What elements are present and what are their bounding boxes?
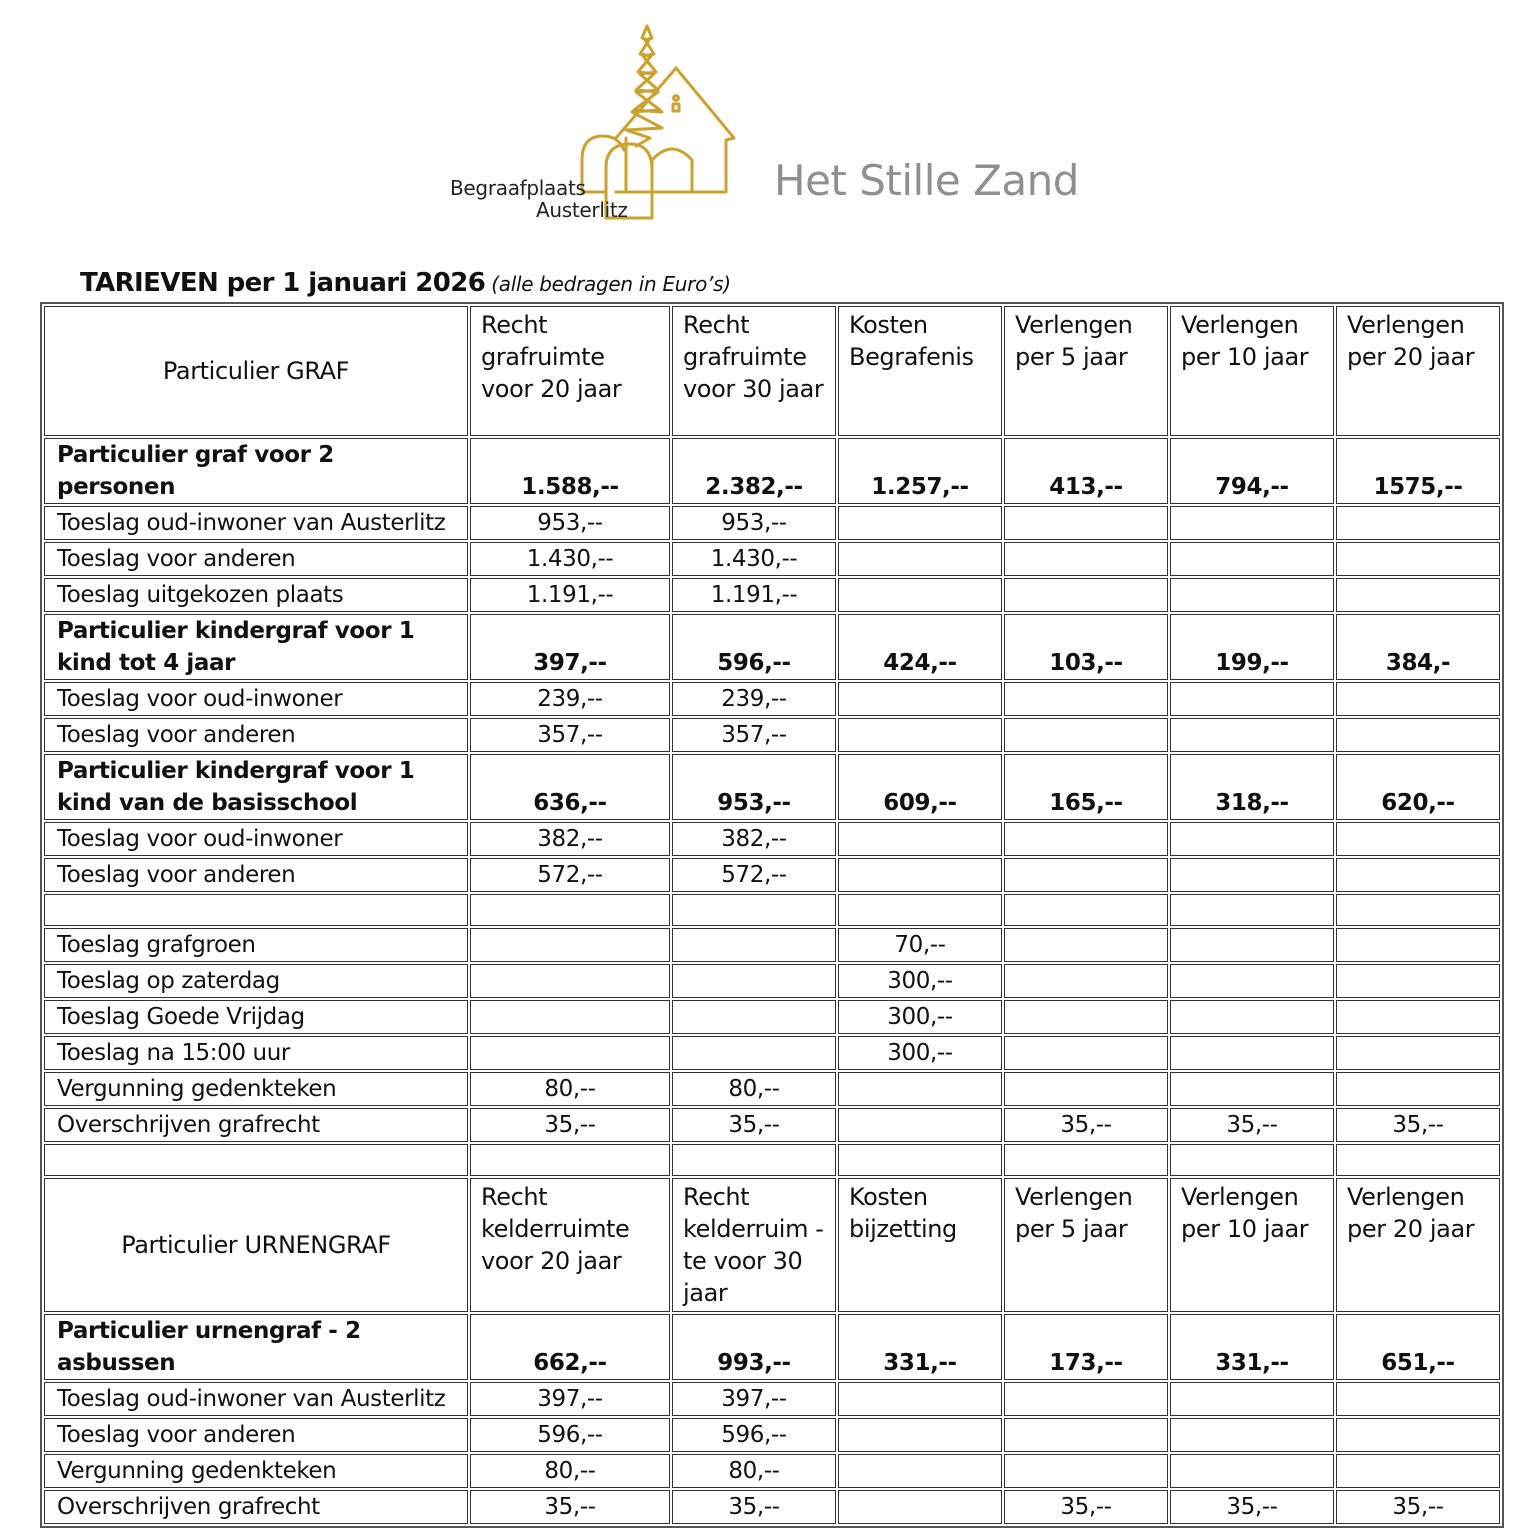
- price-cell: [838, 542, 1002, 576]
- row-label: Toeslag voor oud-inwoner: [44, 822, 468, 856]
- price-cell: 1575,--: [1336, 438, 1500, 504]
- table-row: [44, 438, 1500, 504]
- price-cell: 35,--: [1004, 1108, 1168, 1142]
- price-cell: [1336, 822, 1500, 856]
- price-cell: [1336, 578, 1500, 612]
- price-cell: 572,--: [672, 858, 836, 892]
- price-cell: 173,--: [1004, 1314, 1168, 1380]
- price-cell: [1336, 1454, 1500, 1488]
- price-cell: [672, 928, 836, 962]
- table-row: [44, 964, 1500, 998]
- price-cell: [1336, 1144, 1500, 1176]
- graf-header-row: [44, 306, 1500, 436]
- price-cell: 331,--: [838, 1314, 1002, 1380]
- price-cell: [1170, 894, 1334, 926]
- price-cell: 35,--: [1170, 1490, 1334, 1524]
- row-label: Toeslag voor anderen: [44, 718, 468, 752]
- price-cell: 35,--: [672, 1490, 836, 1524]
- column-header: Verlengen per 5 jaar: [1004, 306, 1168, 436]
- row-label: Vergunning gedenkteken: [44, 1072, 468, 1106]
- column-header: Verlengen per 5 jaar: [1004, 1178, 1168, 1312]
- price-cell: [1004, 1144, 1168, 1176]
- price-cell: 636,--: [470, 754, 670, 820]
- table-row: [44, 1490, 1500, 1524]
- price-cell: 609,--: [838, 754, 1002, 820]
- price-cell: [1336, 1036, 1500, 1070]
- price-cell: 35,--: [1004, 1490, 1168, 1524]
- price-cell: [1170, 718, 1334, 752]
- price-cell: [1004, 718, 1168, 752]
- price-cell: [1170, 1036, 1334, 1070]
- price-cell: [1004, 928, 1168, 962]
- price-cell: [1004, 1382, 1168, 1416]
- column-header: Kosten bijzetting: [838, 1178, 1002, 1312]
- price-cell: 35,--: [470, 1490, 670, 1524]
- table-row: [44, 1072, 1500, 1106]
- table-row: [44, 1382, 1500, 1416]
- price-cell: 596,--: [672, 1418, 836, 1452]
- price-cell: 424,--: [838, 614, 1002, 680]
- price-cell: [838, 1108, 1002, 1142]
- price-cell: 1.191,--: [470, 578, 670, 612]
- price-cell: 35,--: [1336, 1490, 1500, 1524]
- price-cell: 357,--: [470, 718, 670, 752]
- price-cell: 382,--: [672, 822, 836, 856]
- price-cell: [1170, 578, 1334, 612]
- price-cell: [672, 964, 836, 998]
- table-row: [44, 1314, 1500, 1380]
- price-cell: 953,--: [672, 754, 836, 820]
- price-cell: [470, 1000, 670, 1034]
- price-cell: 397,--: [672, 1382, 836, 1416]
- price-cell: [1004, 578, 1168, 612]
- table-row: [44, 754, 1500, 820]
- price-cell: [1170, 1454, 1334, 1488]
- price-cell: [1336, 506, 1500, 540]
- price-cell: [838, 506, 1002, 540]
- price-cell: [1336, 894, 1500, 926]
- row-label: [44, 894, 468, 926]
- price-cell: 239,--: [470, 682, 670, 716]
- price-cell: [1336, 1418, 1500, 1452]
- price-cell: 1.257,--: [838, 438, 1002, 504]
- row-label: Toeslag oud-inwoner van Austerlitz: [44, 506, 468, 540]
- table-row: [44, 1000, 1500, 1034]
- price-cell: 993,--: [672, 1314, 836, 1380]
- price-cell: 35,--: [1336, 1108, 1500, 1142]
- price-cell: [1004, 1036, 1168, 1070]
- price-cell: [838, 718, 1002, 752]
- column-header: Recht kelderruim -te voor 30 jaar: [672, 1178, 836, 1312]
- empty-row: [44, 894, 1500, 926]
- price-cell: [1336, 682, 1500, 716]
- price-cell: 80,--: [470, 1072, 670, 1106]
- table-row: [44, 822, 1500, 856]
- price-cell: [1004, 1000, 1168, 1034]
- row-label: Toeslag voor anderen: [44, 542, 468, 576]
- tariff-table: [40, 302, 1504, 1528]
- row-label: Particulier kindergraf voor 1 kind van de basisschool: [44, 754, 468, 820]
- price-cell: 953,--: [470, 506, 670, 540]
- price-cell: [1336, 964, 1500, 998]
- row-label: Toeslag uitgekozen plaats: [44, 578, 468, 612]
- price-cell: 953,--: [672, 506, 836, 540]
- price-cell: 662,--: [470, 1314, 670, 1380]
- column-header: Recht grafruimte voor 20 jaar: [470, 306, 670, 436]
- price-cell: [838, 1382, 1002, 1416]
- price-cell: [1336, 718, 1500, 752]
- price-cell: [838, 1144, 1002, 1176]
- price-cell: [1004, 894, 1168, 926]
- row-label: Overschrijven grafrecht: [44, 1490, 468, 1524]
- price-cell: 794,--: [1170, 438, 1334, 504]
- row-label: Particulier kindergraf voor 1 kind tot 4 jaar: [44, 614, 468, 680]
- title-note: (alle bedragen in Euro’s): [491, 272, 731, 296]
- price-cell: [1004, 1072, 1168, 1106]
- price-cell: 80,--: [672, 1454, 836, 1488]
- row-label: Toeslag voor oud-inwoner: [44, 682, 468, 716]
- table-row: [44, 1036, 1500, 1070]
- price-cell: [1170, 964, 1334, 998]
- price-cell: [1170, 1144, 1334, 1176]
- price-cell: [1004, 506, 1168, 540]
- price-cell: [672, 1144, 836, 1176]
- price-cell: [838, 1072, 1002, 1106]
- table-row: [44, 718, 1500, 752]
- table-row: [44, 682, 1500, 716]
- price-cell: 397,--: [470, 1382, 670, 1416]
- price-cell: 1.588,--: [470, 438, 670, 504]
- price-cell: [1170, 822, 1334, 856]
- price-cell: [1004, 858, 1168, 892]
- table-row: [44, 614, 1500, 680]
- table-row: [44, 578, 1500, 612]
- price-cell: [1336, 1000, 1500, 1034]
- row-label: Toeslag voor anderen: [44, 858, 468, 892]
- price-cell: [838, 1490, 1002, 1524]
- row-label: Toeslag oud-inwoner van Austerlitz: [44, 1382, 468, 1416]
- price-cell: 35,--: [1170, 1108, 1334, 1142]
- price-cell: [838, 822, 1002, 856]
- price-cell: 331,--: [1170, 1314, 1334, 1380]
- price-cell: 596,--: [470, 1418, 670, 1452]
- price-cell: [1170, 858, 1334, 892]
- price-cell: [838, 682, 1002, 716]
- logo-subtitle-line1: Begraafplaats: [450, 176, 586, 200]
- cemetery-logo: [440, 20, 1080, 230]
- price-cell: [1336, 542, 1500, 576]
- row-label: Toeslag na 15:00 uur: [44, 1036, 468, 1070]
- row-label: Toeslag op zaterdag: [44, 964, 468, 998]
- row-label: Particulier urnengraf - 2 asbussen: [44, 1314, 468, 1380]
- row-label: [44, 1144, 468, 1176]
- price-cell: 357,--: [672, 718, 836, 752]
- graf-group-header: Particulier GRAF: [44, 306, 468, 436]
- price-cell: [470, 928, 670, 962]
- price-cell: [1170, 506, 1334, 540]
- price-cell: [672, 1000, 836, 1034]
- page-title: [80, 268, 731, 298]
- price-cell: [1170, 928, 1334, 962]
- price-cell: 80,--: [672, 1072, 836, 1106]
- price-cell: [1170, 1418, 1334, 1452]
- price-cell: [1336, 1072, 1500, 1106]
- price-cell: [838, 1418, 1002, 1452]
- price-cell: [1170, 682, 1334, 716]
- price-cell: [1004, 822, 1168, 856]
- price-cell: 1.430,--: [470, 542, 670, 576]
- price-cell: [1004, 1454, 1168, 1488]
- price-cell: [1336, 928, 1500, 962]
- price-cell: 572,--: [470, 858, 670, 892]
- price-cell: 199,--: [1170, 614, 1334, 680]
- price-cell: [1170, 542, 1334, 576]
- price-cell: [838, 1454, 1002, 1488]
- row-label: Overschrijven grafrecht: [44, 1108, 468, 1142]
- price-cell: [838, 578, 1002, 612]
- row-label: Toeslag voor anderen: [44, 1418, 468, 1452]
- price-cell: 165,--: [1004, 754, 1168, 820]
- price-cell: 35,--: [470, 1108, 670, 1142]
- table-row: [44, 506, 1500, 540]
- column-header: Verlengen per 20 jaar: [1336, 1178, 1500, 1312]
- column-header: Verlengen per 10 jaar: [1170, 1178, 1334, 1312]
- row-label: Particulier graf voor 2 personen: [44, 438, 468, 504]
- price-cell: 70,--: [838, 928, 1002, 962]
- price-cell: 300,--: [838, 964, 1002, 998]
- table-row: [44, 928, 1500, 962]
- price-cell: [1004, 1418, 1168, 1452]
- column-header: Recht grafruimte voor 30 jaar: [672, 306, 836, 436]
- price-cell: 2.382,--: [672, 438, 836, 504]
- price-cell: [1004, 682, 1168, 716]
- price-cell: [470, 964, 670, 998]
- column-header: Verlengen per 10 jaar: [1170, 306, 1334, 436]
- price-cell: 1.191,--: [672, 578, 836, 612]
- table-row: [44, 542, 1500, 576]
- price-cell: 35,--: [672, 1108, 836, 1142]
- row-label: Vergunning gedenkteken: [44, 1454, 468, 1488]
- price-cell: 651,--: [1336, 1314, 1500, 1380]
- price-cell: [672, 1036, 836, 1070]
- urnengraf-header-row: [44, 1178, 1500, 1312]
- price-cell: [470, 1036, 670, 1070]
- price-cell: 382,--: [470, 822, 670, 856]
- price-cell: [838, 894, 1002, 926]
- empty-row: [44, 1144, 1500, 1176]
- price-cell: [470, 894, 670, 926]
- price-cell: 384,-: [1336, 614, 1500, 680]
- price-cell: [1004, 542, 1168, 576]
- price-cell: 397,--: [470, 614, 670, 680]
- price-cell: [1336, 858, 1500, 892]
- price-cell: 596,--: [672, 614, 836, 680]
- price-cell: 103,--: [1004, 614, 1168, 680]
- column-header: Verlengen per 20 jaar: [1336, 306, 1500, 436]
- price-cell: 1.430,--: [672, 542, 836, 576]
- table-row: [44, 1108, 1500, 1142]
- table-row: [44, 1454, 1500, 1488]
- row-label: Toeslag grafgroen: [44, 928, 468, 962]
- price-cell: 300,--: [838, 1000, 1002, 1034]
- column-header: Recht kelderruimte voor 20 jaar: [470, 1178, 670, 1312]
- title-main: TARIEVEN per 1 januari 2026: [80, 268, 486, 298]
- price-cell: [1170, 1000, 1334, 1034]
- price-cell: 318,--: [1170, 754, 1334, 820]
- logo-subtitle-line2: Austerlitz: [536, 198, 628, 222]
- price-cell: 239,--: [672, 682, 836, 716]
- price-cell: 80,--: [470, 1454, 670, 1488]
- column-header: Kosten Begrafenis: [838, 306, 1002, 436]
- price-cell: [1336, 1382, 1500, 1416]
- price-cell: 300,--: [838, 1036, 1002, 1070]
- price-cell: [838, 858, 1002, 892]
- price-cell: 413,--: [1004, 438, 1168, 504]
- price-cell: [470, 1144, 670, 1176]
- price-cell: [1170, 1382, 1334, 1416]
- table-row: [44, 858, 1500, 892]
- price-cell: [1004, 964, 1168, 998]
- urnengraf-group-header: Particulier URNENGRAF: [44, 1178, 468, 1312]
- logo-brand-name: Het Stille Zand: [774, 156, 1079, 205]
- row-label: Toeslag Goede Vrijdag: [44, 1000, 468, 1034]
- price-cell: [1170, 1072, 1334, 1106]
- price-cell: [672, 894, 836, 926]
- table-row: [44, 1418, 1500, 1452]
- price-cell: 620,--: [1336, 754, 1500, 820]
